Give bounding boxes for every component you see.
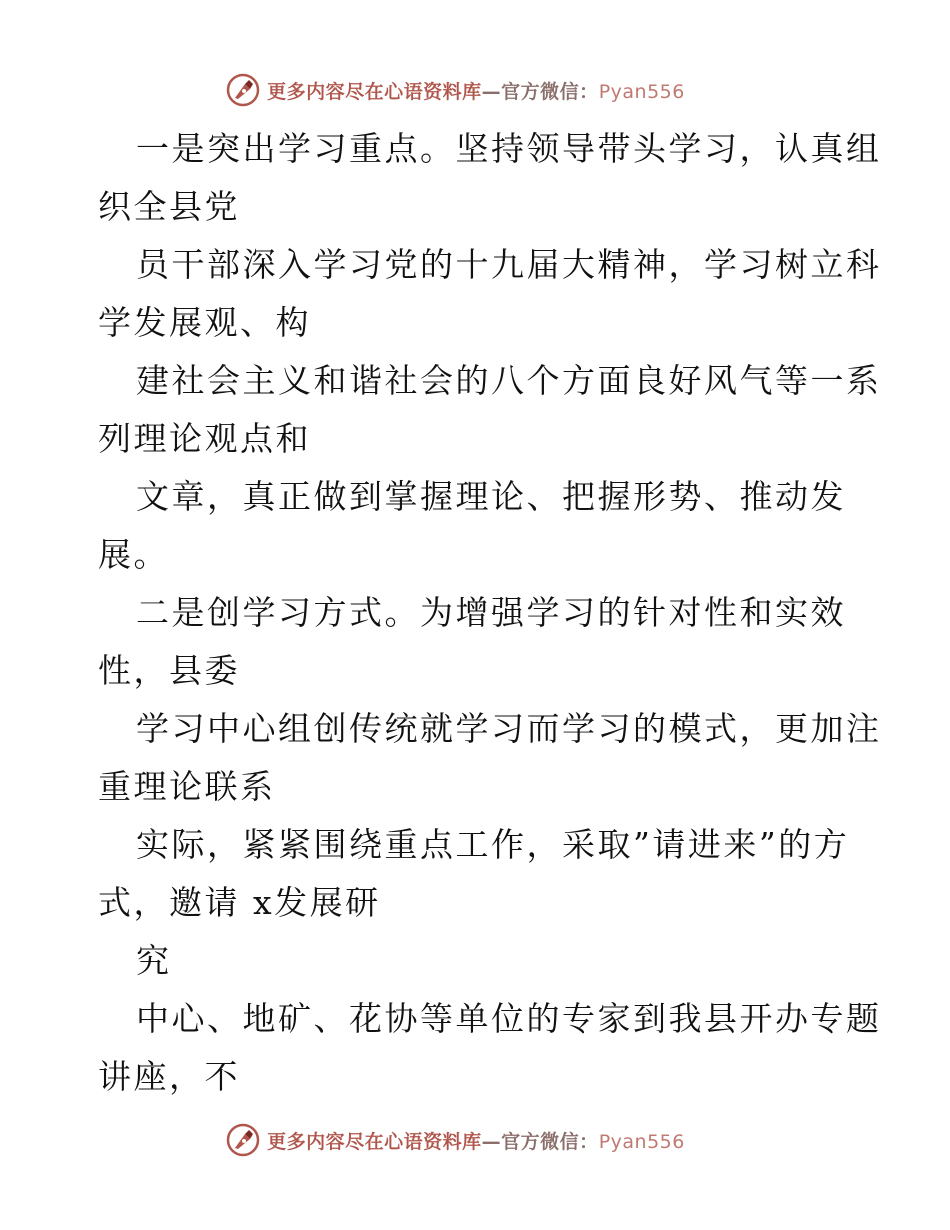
header-watermark bbox=[0, 70, 950, 110]
watermark-separator: — bbox=[481, 1130, 502, 1153]
watermark-text bbox=[267, 1127, 685, 1154]
text-line: 究 bbox=[136, 941, 172, 980]
text-line: 建社会主义和谐社会的八个方面良好风气等一系 bbox=[136, 361, 882, 400]
watermark-id: Pyan556 bbox=[598, 80, 685, 103]
text-line: 员干部深入学习党的十九届大精神，学习树立科 bbox=[136, 245, 882, 284]
watermark-label: 官方微信： bbox=[501, 1130, 599, 1153]
text-line: 式，邀请 x发展研 bbox=[98, 883, 381, 922]
text-line: 一是突出学习重点。坚持领导带头学习，认真组 bbox=[136, 129, 882, 168]
text-line: 列理论观点和 bbox=[98, 419, 311, 458]
footer-watermark bbox=[0, 1120, 950, 1160]
watermark-label: 官方微信： bbox=[501, 80, 599, 103]
text-line: 织全县党 bbox=[98, 187, 240, 226]
watermark-main: 更多内容尽在心语资料库 bbox=[267, 1130, 482, 1153]
text-line: 重理论联系 bbox=[98, 767, 276, 806]
watermark-text bbox=[267, 77, 685, 104]
text-line: 展。 bbox=[98, 535, 169, 574]
text-line: 学习中心组创传统就学习而学习的模式，更加注 bbox=[136, 709, 882, 748]
text-line: 性，县委 bbox=[98, 651, 240, 690]
text-line: 文章，真正做到掌握理论、把握形势、推动发 bbox=[136, 477, 846, 516]
watermark-separator: — bbox=[481, 80, 502, 103]
text-line: 学发展观、构 bbox=[98, 303, 311, 342]
text-line: 二是创学习方式。为增强学习的针对性和实效 bbox=[136, 593, 846, 632]
watermark-main: 更多内容尽在心语资料库 bbox=[267, 80, 482, 103]
document-body bbox=[98, 120, 882, 1106]
watermark-id: Pyan556 bbox=[598, 1130, 685, 1153]
text-line: 讲座，不 bbox=[98, 1057, 240, 1096]
pen-nib-logo-icon bbox=[225, 1122, 261, 1158]
text-line: 中心、地矿、花协等单位的专家到我县开办专题 bbox=[136, 999, 882, 1038]
pen-nib-logo-icon bbox=[225, 72, 261, 108]
text-line: 实际，紧紧围绕重点工作，采取”请进来”的方 bbox=[136, 825, 850, 864]
